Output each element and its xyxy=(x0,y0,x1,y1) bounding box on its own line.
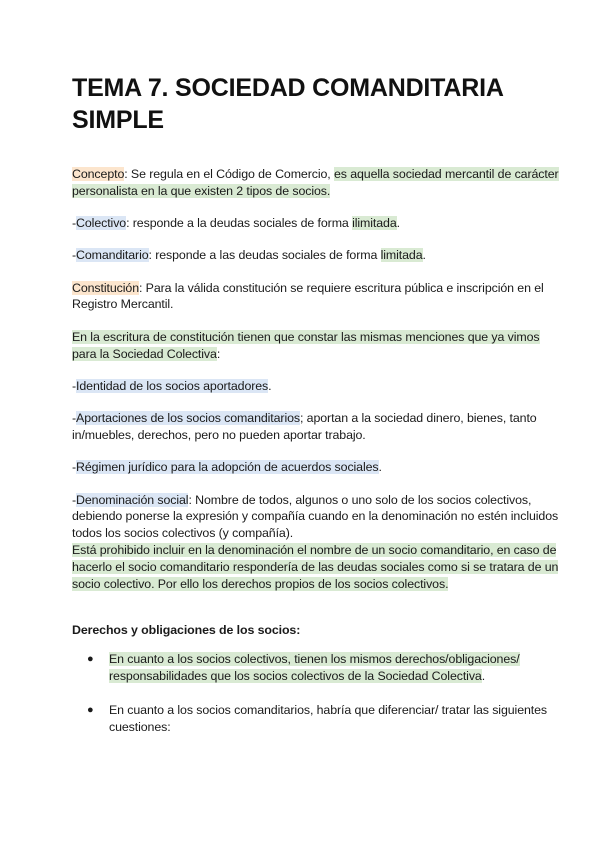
paragraph-concepto: Concepto: Se regula en el Código de Comercio, es aquella sociedad mercantil de carácter personalista en la que existen 2 tipos de socios. xyxy=(72,167,559,198)
highlight-bullet-1: En cuanto a los socios colectivos, tienen los mismos derechos/obligaciones/ responsabilidades que los socios colectivos de la Sociedad Colectiva xyxy=(109,652,520,683)
term-constitucion: Constitución xyxy=(72,280,139,295)
paragraph-comanditario: -Comanditario: responde a las deudas sociales de forma limitada. xyxy=(72,248,426,263)
document-body xyxy=(72,166,566,735)
list-item: ● En cuanto a los socios comanditarios, habría que diferenciar/ tratar las siguientes cuestiones: xyxy=(87,702,548,734)
paragraph-escritura: En la escritura de constitución tienen que constar las mismas menciones que ya vimos para la Sociedad Colectiva: xyxy=(72,329,540,361)
page-title: TEMA 7. SOCIEDAD COMANDITARIA SIMPLE xyxy=(72,74,503,134)
highlight-identidad: Identidad de los socios aportadores xyxy=(76,378,269,393)
highlight-aportaciones: Aportaciones de los socios comanditarios xyxy=(76,411,300,426)
term-colectivo: Colectivo xyxy=(76,216,127,231)
term-concepto: Concepto xyxy=(72,167,125,181)
paragraph-denominacion: -Denominación social: Nombre de todos, algunos o uno solo de los socios colectivos, debiendo ponerse la expresión y compañía cuando en la denominación no estén incluidos todos los socios colectivos (y compañía). xyxy=(72,492,559,541)
bullet-icon: ● xyxy=(87,653,94,666)
paragraph-regimen: -Régimen jurídico para la adopción de acuerdos sociales. xyxy=(72,460,382,475)
paragraph-colectivo: -Colectivo: responde a la deudas sociales de forma ilimitada. xyxy=(72,216,400,231)
paragraph-identidad: -Identidad de los socios aportadores. xyxy=(72,378,272,393)
paragraph-prohibido xyxy=(72,542,566,592)
highlight-denominacion: Denominación social xyxy=(76,492,189,507)
highlight-escritura: En la escritura de constitución tienen que constar las mismas menciones que ya vimos para la Sociedad Colectiva xyxy=(72,329,540,361)
paragraph-constitucion: Constitución: Para la válida constitución se requiere escritura pública e inscripción en el Registro Mercantil. xyxy=(72,280,544,312)
highlight-definition: es aquella sociedad mercantil de carácter personalista en la que existen 2 tipos de socios. xyxy=(72,167,559,198)
highlight-limitada: limitada xyxy=(380,248,423,263)
list-item: ● En cuanto a los socios colectivos, tienen los mismos derechos/obligaciones/ responsabilidades que los socios colectivos de la Sociedad Colectiva. xyxy=(87,652,520,683)
bullet-list xyxy=(72,651,566,735)
paragraph-aportaciones: -Aportaciones de los socios comanditarios; aportan a la sociedad dinero, bienes, tanto in/muebles, derechos, pero no pueden aportar trabajo. xyxy=(72,411,537,442)
highlight-ilimitada: ilimitada xyxy=(352,216,397,231)
term-comanditario: Comanditario xyxy=(76,248,149,263)
section-heading: Derechos y obligaciones de los socios: xyxy=(72,623,301,638)
bullet-icon: ● xyxy=(87,703,94,716)
highlight-prohibido: Está prohibido incluir en la denominación el nombre de un socio comanditario, en caso de hacerlo el socio comanditario respondería de las deudas sociales como si se tratara de un socio colectivo. Por ello los derechos propios de los socios colectivos. xyxy=(72,542,559,591)
highlight-regimen: Régimen jurídico para la adopción de acuerdos sociales xyxy=(76,460,379,475)
